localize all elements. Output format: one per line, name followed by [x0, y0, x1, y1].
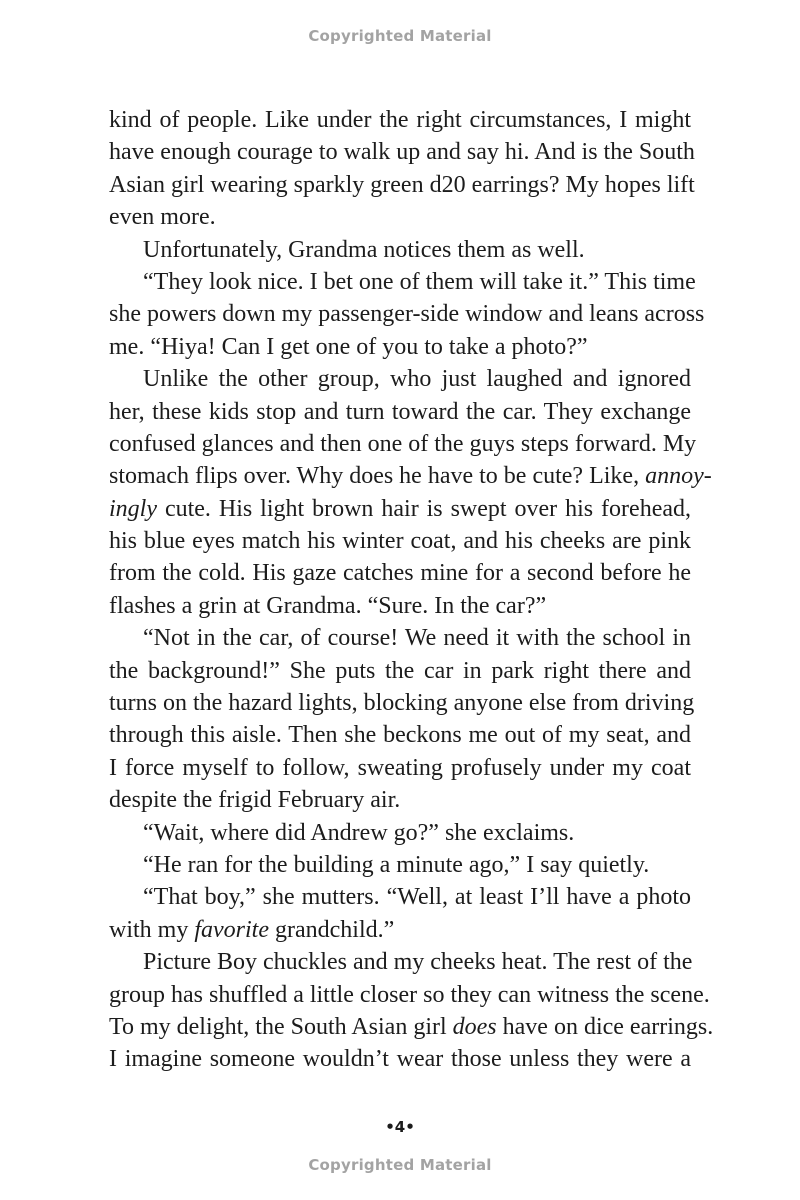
text-line: she powers down my passenger-side window and leans across [109, 301, 705, 328]
page-number: •4• [385, 1118, 415, 1136]
text-line: despite the frigid February air. [109, 787, 401, 814]
text-line: Asian girl wearing sparkly green d20 earrings? My hopes lift [109, 171, 695, 198]
text-line: her, these kids stop and turn toward the car. They exchange [109, 398, 691, 425]
text-line: “They look nice. I bet one of them will take it.” This time [143, 268, 696, 295]
text-line: through this aisle. Then she beckons me out of my seat, and [109, 722, 691, 749]
text-line: Unfortunately, Grandma notices them as well. [143, 236, 585, 263]
text-line: turns on the hazard lights, blocking anyone else from driving [109, 690, 695, 717]
text-line: from the cold. His gaze catches mine for a second before he [109, 560, 691, 587]
text-line: Picture Boy chuckles and my cheeks heat. The rest of the [143, 949, 693, 976]
text-line: me. “Hiya! Can I get one of you to take a photo?” [109, 333, 588, 360]
text-line: with my favorite grandchild.” [109, 916, 395, 943]
text-line: I force myself to follow, sweating profusely under my coat [109, 754, 691, 781]
text-line: flashes a grin at Grandma. “Sure. In the car?” [109, 592, 547, 619]
text-line: group has shuffled a little closer so they can witness the scene. [109, 981, 710, 1008]
text-line: “Wait, where did Andrew go?” she exclaims. [143, 819, 575, 846]
text-line: confused glances and then one of the guys steps forward. My [109, 430, 697, 457]
text-line: the background!” She puts the car in park right there and [109, 657, 691, 684]
text-line: ingly cute. His light brown hair is swept over his forehead, [109, 495, 691, 522]
body-text [109, 104, 714, 1076]
text-line: even more. [109, 204, 216, 231]
text-line: have enough courage to walk up and say hi. And is the South [109, 139, 695, 166]
text-line: stomach flips over. Why does he have to be cute? Like, annoy- [109, 463, 712, 490]
copyright-watermark-top: Copyrighted Material [308, 27, 492, 45]
text-line: I imagine someone wouldn’t wear those unless they were a [109, 1046, 691, 1073]
text-line: “Not in the car, of course! We need it with the school in [143, 625, 691, 652]
text-line: “He ran for the building a minute ago,” I say quietly. [143, 851, 650, 878]
copyright-watermark-bottom: Copyrighted Material [308, 1156, 492, 1174]
text-line: kind of people. Like under the right circumstances, I might [109, 107, 691, 133]
text-line: Unlike the other group, who just laughed and ignored [143, 366, 691, 393]
text-line: his blue eyes match his winter coat, and his cheeks are pink [109, 528, 691, 555]
text-line: To my delight, the South Asian girl does have on dice earrings. [109, 1013, 714, 1040]
text-line: “That boy,” she mutters. “Well, at least I’ll have a photo [143, 884, 691, 911]
